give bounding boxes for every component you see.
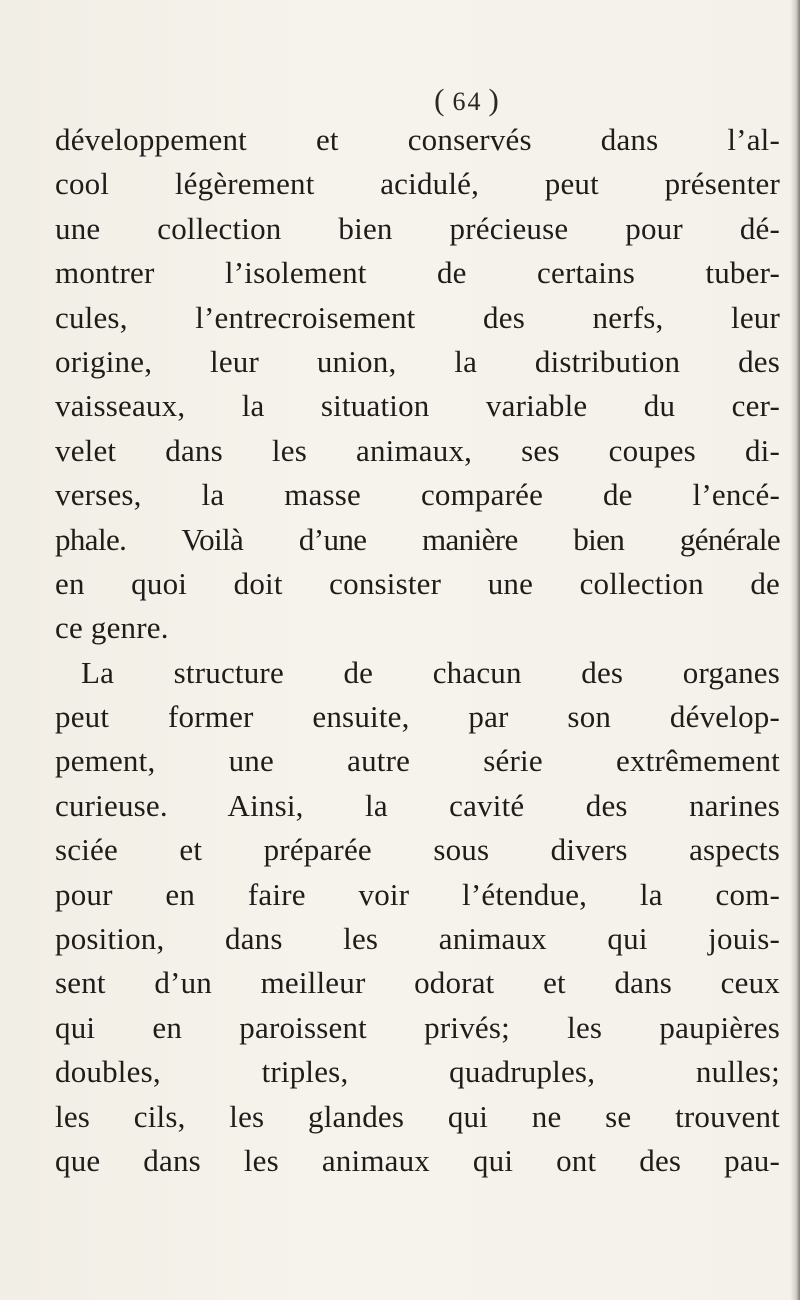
page-number bbox=[0, 82, 800, 118]
text-line: position, dans les animaux qui jouis- bbox=[55, 921, 780, 957]
text-line: origine, leur union, la distribution des bbox=[55, 343, 780, 379]
text-line: sciée et préparée sous divers aspects bbox=[55, 832, 780, 868]
text-line-paragraph-end: ce genre. bbox=[55, 610, 169, 646]
text-line: développement et conservés dans l’al- bbox=[55, 122, 780, 157]
text-line: peut former ensuite, par son dévelop- bbox=[55, 699, 780, 735]
text-line: pour en faire voir l’étendue, la com- bbox=[55, 876, 780, 912]
text-line: montrer l’isolement de certains tuber- bbox=[55, 255, 780, 291]
text-line: phale. Voilà d’une manière bien générale bbox=[55, 521, 780, 557]
text-line: pement, une autre série extrêmement bbox=[55, 743, 780, 779]
text-line: en quoi doit consister une collection de bbox=[55, 565, 780, 601]
text-line: sent d’un meilleur odorat et dans ceux bbox=[55, 965, 780, 1001]
text-line-paragraph-start: La structure de chacun des organes bbox=[81, 654, 780, 690]
text-line: cool légèrement acidulé, peut présenter bbox=[55, 166, 780, 202]
text-line: verses, la masse comparée de l’encé- bbox=[55, 477, 780, 513]
text-line: qui en paroissent privés; les paupières bbox=[55, 1009, 780, 1045]
body-text bbox=[55, 118, 780, 1183]
text-line: velet dans les animaux, ses coupes di- bbox=[55, 432, 780, 468]
text-line: que dans les animaux qui ont des pau- bbox=[55, 1142, 780, 1178]
text-line: curieuse. Ainsi, la cavité des narines bbox=[55, 787, 780, 823]
text-line: vaisseaux, la situation variable du cer- bbox=[55, 388, 780, 424]
text-line: doubles, triples, quadruples, nulles; bbox=[55, 1054, 780, 1090]
text-line: cules, l’entrecroisement des nerfs, leur bbox=[55, 299, 780, 335]
page-number-value: 64 bbox=[452, 87, 483, 116]
page-number-close-paren: ) bbox=[488, 82, 501, 117]
text-line: une collection bien précieuse pour dé- bbox=[55, 210, 780, 246]
page-edge-shadow bbox=[790, 0, 800, 1300]
page-number-open-paren: ( bbox=[434, 82, 447, 117]
text-line: les cils, les glandes qui ne se trouvent bbox=[55, 1098, 780, 1134]
